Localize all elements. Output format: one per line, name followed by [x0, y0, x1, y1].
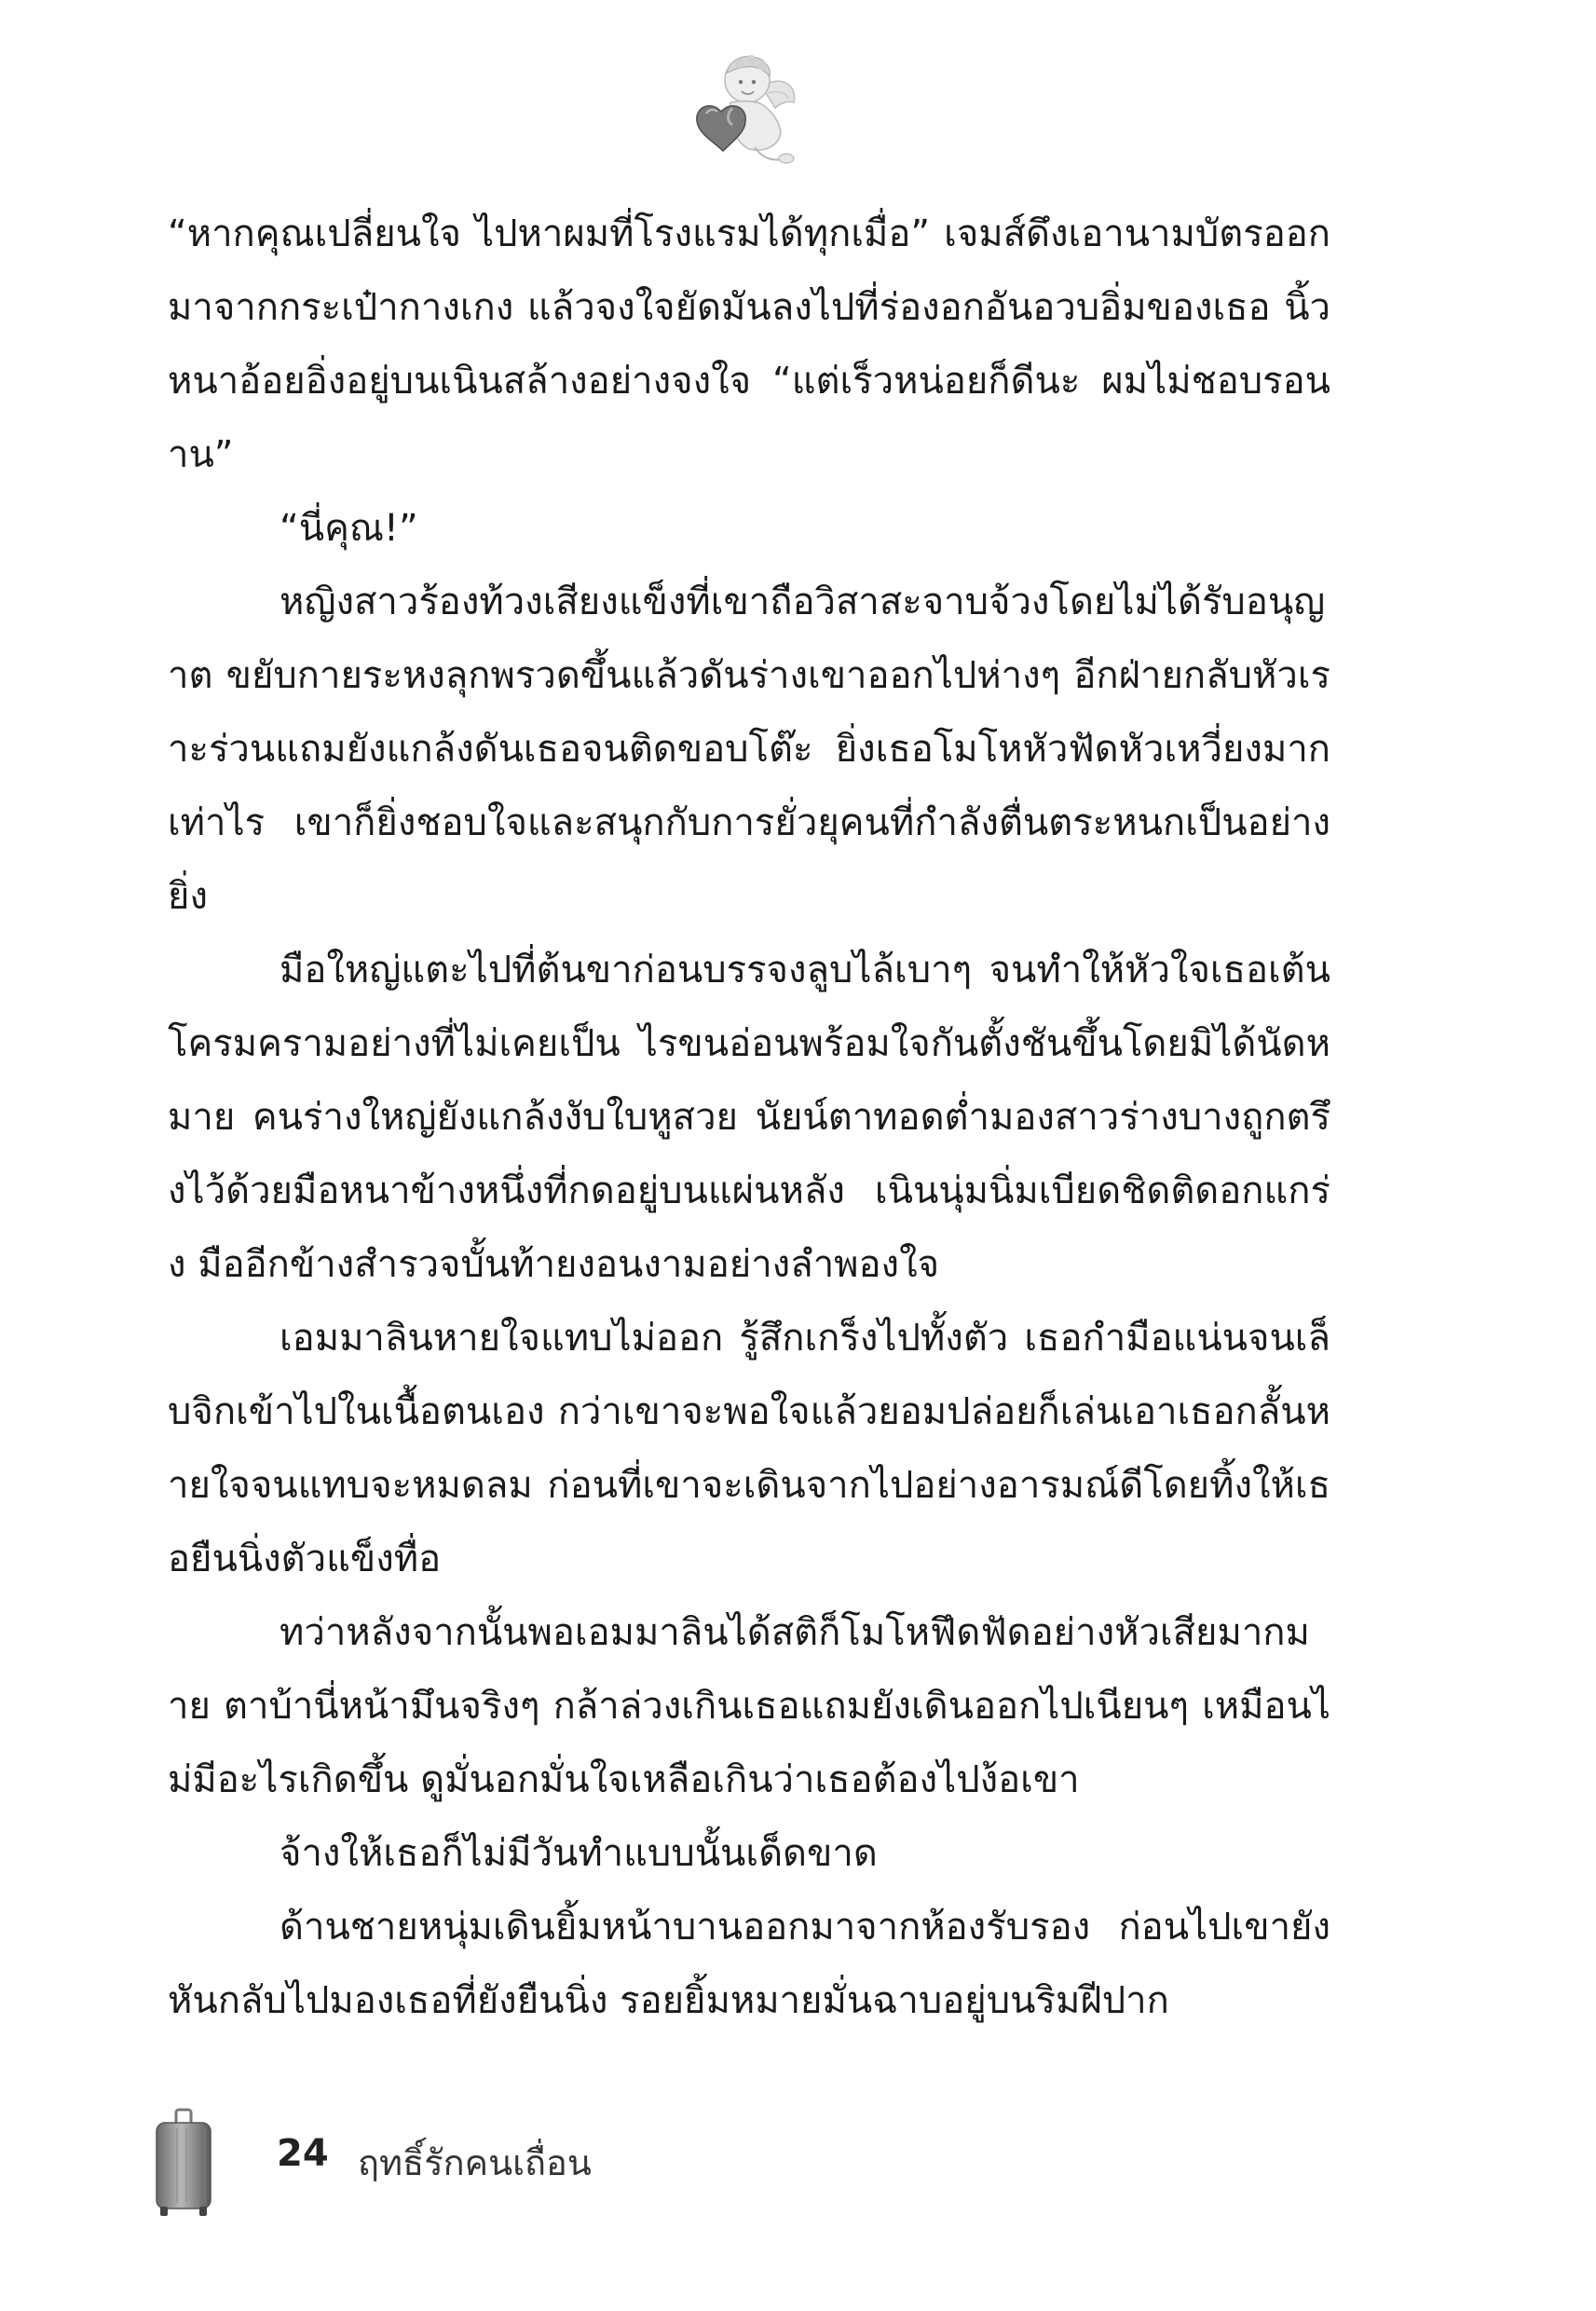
paragraph: ด้านชายหนุ่มเดินยิ้มหน้าบานออกมาจากห้องรับรอง ก่อนไปเขายังหันกลับไปมองเธอที่ยังยืนนิ่ง รอยยิ้มหมายมั่นฉาบอยู่บนริมฝีปาก [168, 1906, 1330, 2022]
paragraph: ทว่าหลังจากนั้นพอเอมมาลินได้สติก็โมโหฟึดฟัดอย่างหัวเสียมากมาย ตาบ้านี่หน้ามึนจริงๆ กล้าล่วงเกินเธอแถมยังเดินออกไปเนียนๆ เหมือนไม่มีอะไรเกิดขึ้น ดูมั่นอกมั่นใจเหลือเกินว่าเธอต้องไปง้อเขา [168, 1611, 1330, 1801]
paragraph: “หากคุณเปลี่ยนใจ ไปหาผมที่โรงแรมได้ทุกเมื่อ” เจมส์ดึงเอานามบัตรออกมาจากกระเป๋ากางเกง แล้วจงใจยัดมันลงไปที่ร่องอกอันอวบอิ่มของเธอ นิ้วหนาอ้อยอิ่งอยู่บนเนินสล้างอย่างจงใจ “แต่เร็วหน่อยก็ดีนะ ผมไม่ชอบรอนาน” [168, 212, 1330, 476]
chapter-text [168, 198, 1330, 2038]
book-title: ฤทธิ์รักคนเถื่อน [358, 2142, 592, 2183]
paragraph: หญิงสาวร้องท้วงเสียงแข็งที่เขาถือวิสาสะจาบจ้วงโดยไม่ได้รับอนุญาต ขยับกายระหงลุกพรวดขึ้นแล้วดันร่างเขาออกไปห่างๆ อีกฝ่ายกลับหัวเราะร่วนแถมยังแกล้งดันเธอจนติดขอบโต๊ะ ยิ่งเธอโมโหหัวฟัดหัวเหวี่ยงมากเท่าไร เขาก็ยิ่งชอบใจและสนุกกับการยั่วยุคนที่กำลังตื่นตระหนกเป็นอย่างยิ่ง [168, 581, 1330, 918]
paragraph: จ้างให้เธอก็ไม่มีวันทำแบบนั้นเด็ดขาด [280, 1832, 878, 1875]
paragraph: มือใหญ่แตะไปที่ต้นขาก่อนบรรจงลูบไล้เบาๆ จนทำให้หัวใจเธอเต้นโครมครามอย่างที่ไม่เคยเป็น ไรขนอ่อนพร้อมใจกันตั้งชันขึ้นโดยมิได้นัดหมาย คนร่างใหญ่ยังแกล้งงับใบหูสวย นัยน์ตาทอดต่ำมองสาวร่างบางถูกตรึงไว้ด้วยมือหนาข้างหนึ่งที่กดอยู่บนแผ่นหลัง เนินนุ่มนิ่มเบียดชิดติดอกแกร่ง มืออีกข้างสำรวจบั้นท้ายงอนงามอย่างลำพองใจ [168, 949, 1330, 1286]
paragraph: เอมมาลินหายใจแทบไม่ออก รู้สึกเกร็งไปทั้งตัว เธอกำมือแน่นจนเล็บจิกเข้าไปในเนื้อตนเอง กว่าเขาจะพอใจแล้วยอมปล่อยก็เล่นเอาเธอกลั้นหายใจจนแทบจะหมดลม ก่อนที่เขาจะเดินจากไปอย่างอารมณ์ดีโดยทิ้งให้เธอยืนนิ่งตัวแข็งทื่อ [168, 1317, 1330, 1580]
page-number: 24 [277, 2132, 329, 2175]
cupid-with-heart-icon [689, 48, 801, 170]
suitcase-icon [151, 2108, 216, 2218]
paragraph: “นี่คุณ!” [280, 507, 418, 550]
page-footer [151, 2108, 803, 2220]
